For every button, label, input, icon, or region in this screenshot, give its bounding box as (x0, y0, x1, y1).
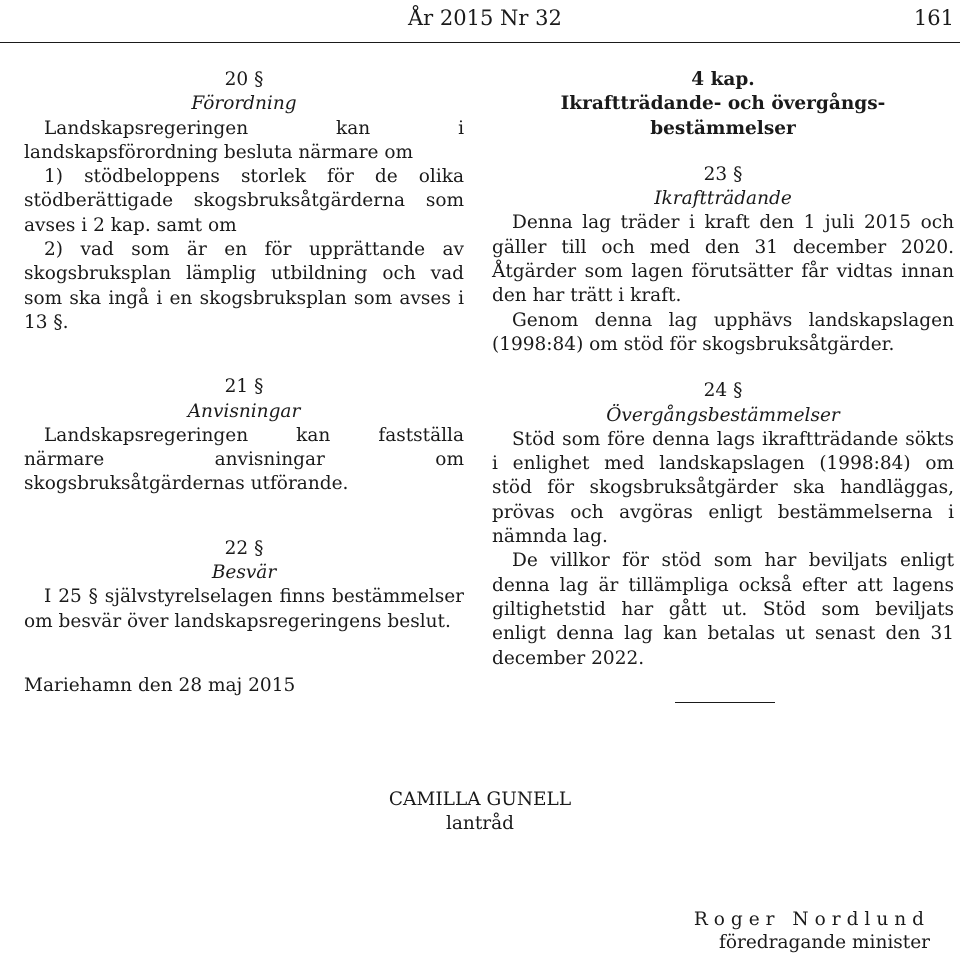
signature-rule (675, 702, 775, 703)
left-column (24, 68, 464, 698)
minister-title: föredragande minister (719, 932, 930, 953)
lantrad-signature (0, 788, 960, 836)
chapter-title-line-1: Ikraftträdande- och övergångs- (560, 93, 886, 115)
section-20-paragraph-2: 1) stödbeloppens storlek för de olika stödberättigade skogsbruksåtgärderna som avses i 2 kap. samt om (24, 166, 464, 236)
section-21-title: Anvisningar (187, 400, 301, 422)
issue-label: År 2015 Nr 32 (408, 6, 562, 30)
section-22-paragraph-1: I 25 § självstyrelselagen finns bestämmelser om besvär över landskapsregeringens beslut. (24, 586, 464, 632)
section-20-number: 20 § (224, 69, 264, 90)
section-20-title: Förordning (191, 93, 297, 115)
page-number: 161 (913, 6, 954, 30)
section-21-paragraph-1: Landskapsregeringen kan fastställa närmare anvisningar om skogsbruksåtgärdernas utförande. (24, 424, 464, 495)
lantrad-title: lantråd (445, 813, 514, 834)
section-24-number: 24 § (703, 380, 743, 402)
chapter-title-line-2: bestämmelser (650, 117, 796, 139)
section-23-paragraph-2: Genom denna lag upphävs landskapslagen (1998:84) om stöd för skogsbruksåtgärder. (492, 309, 954, 355)
minister-signature (694, 908, 930, 954)
page-header (0, 6, 960, 36)
minister-name: Roger Nordlund (693, 909, 930, 930)
section-23-number: 23 § (703, 163, 743, 185)
section-22-number: 22 § (224, 537, 264, 559)
section-21-number: 21 § (224, 376, 264, 398)
lantrad-name: CAMILLA GUNELL (388, 789, 572, 810)
section-23-paragraph-1: Denna lag träder i kraft den 1 juli 2015 och gäller till och med den 31 december 2020. Åtgärder som lagen förutsätter får vidtas innan den har trätt i kraft. (492, 212, 954, 307)
section-24-paragraph-2: De villkor för stöd som har beviljats enligt denna lag är tillämpliga också efter att lagens giltighetstid har gått ut. Stöd som beviljats enligt denna lag kan betalas ut senast den 31 december 2022. (492, 550, 954, 669)
section-20-paragraph-3: 2) vad som är en för upprättande av skogsbruksplan lämplig utbildning och vad som ska ingå i en skogsbruksplan som avses i 13 §. (24, 239, 464, 333)
place-date: Mariehamn den 28 maj 2015 (24, 674, 296, 696)
section-24-title: Övergångsbestämmelser (606, 404, 840, 426)
section-22-title: Besvär (211, 562, 277, 584)
section-24-paragraph-1: Stöd som före denna lags ikraftträdande sökts i enlighet med landskapslagen (1998:84) om stöd för skogsbruksåtgärder ska handläggas, prövas och avgöras enligt bestämmelserna i nämnda lag. (492, 428, 954, 548)
header-rule (0, 42, 960, 43)
right-column (492, 68, 954, 671)
section-20-paragraph-1: Landskapsregeringen kan i landskapsförordning besluta närmare om (24, 117, 464, 163)
section-23-title: Ikraftträdande (654, 188, 792, 210)
chapter-number: 4 kap. (691, 69, 755, 90)
